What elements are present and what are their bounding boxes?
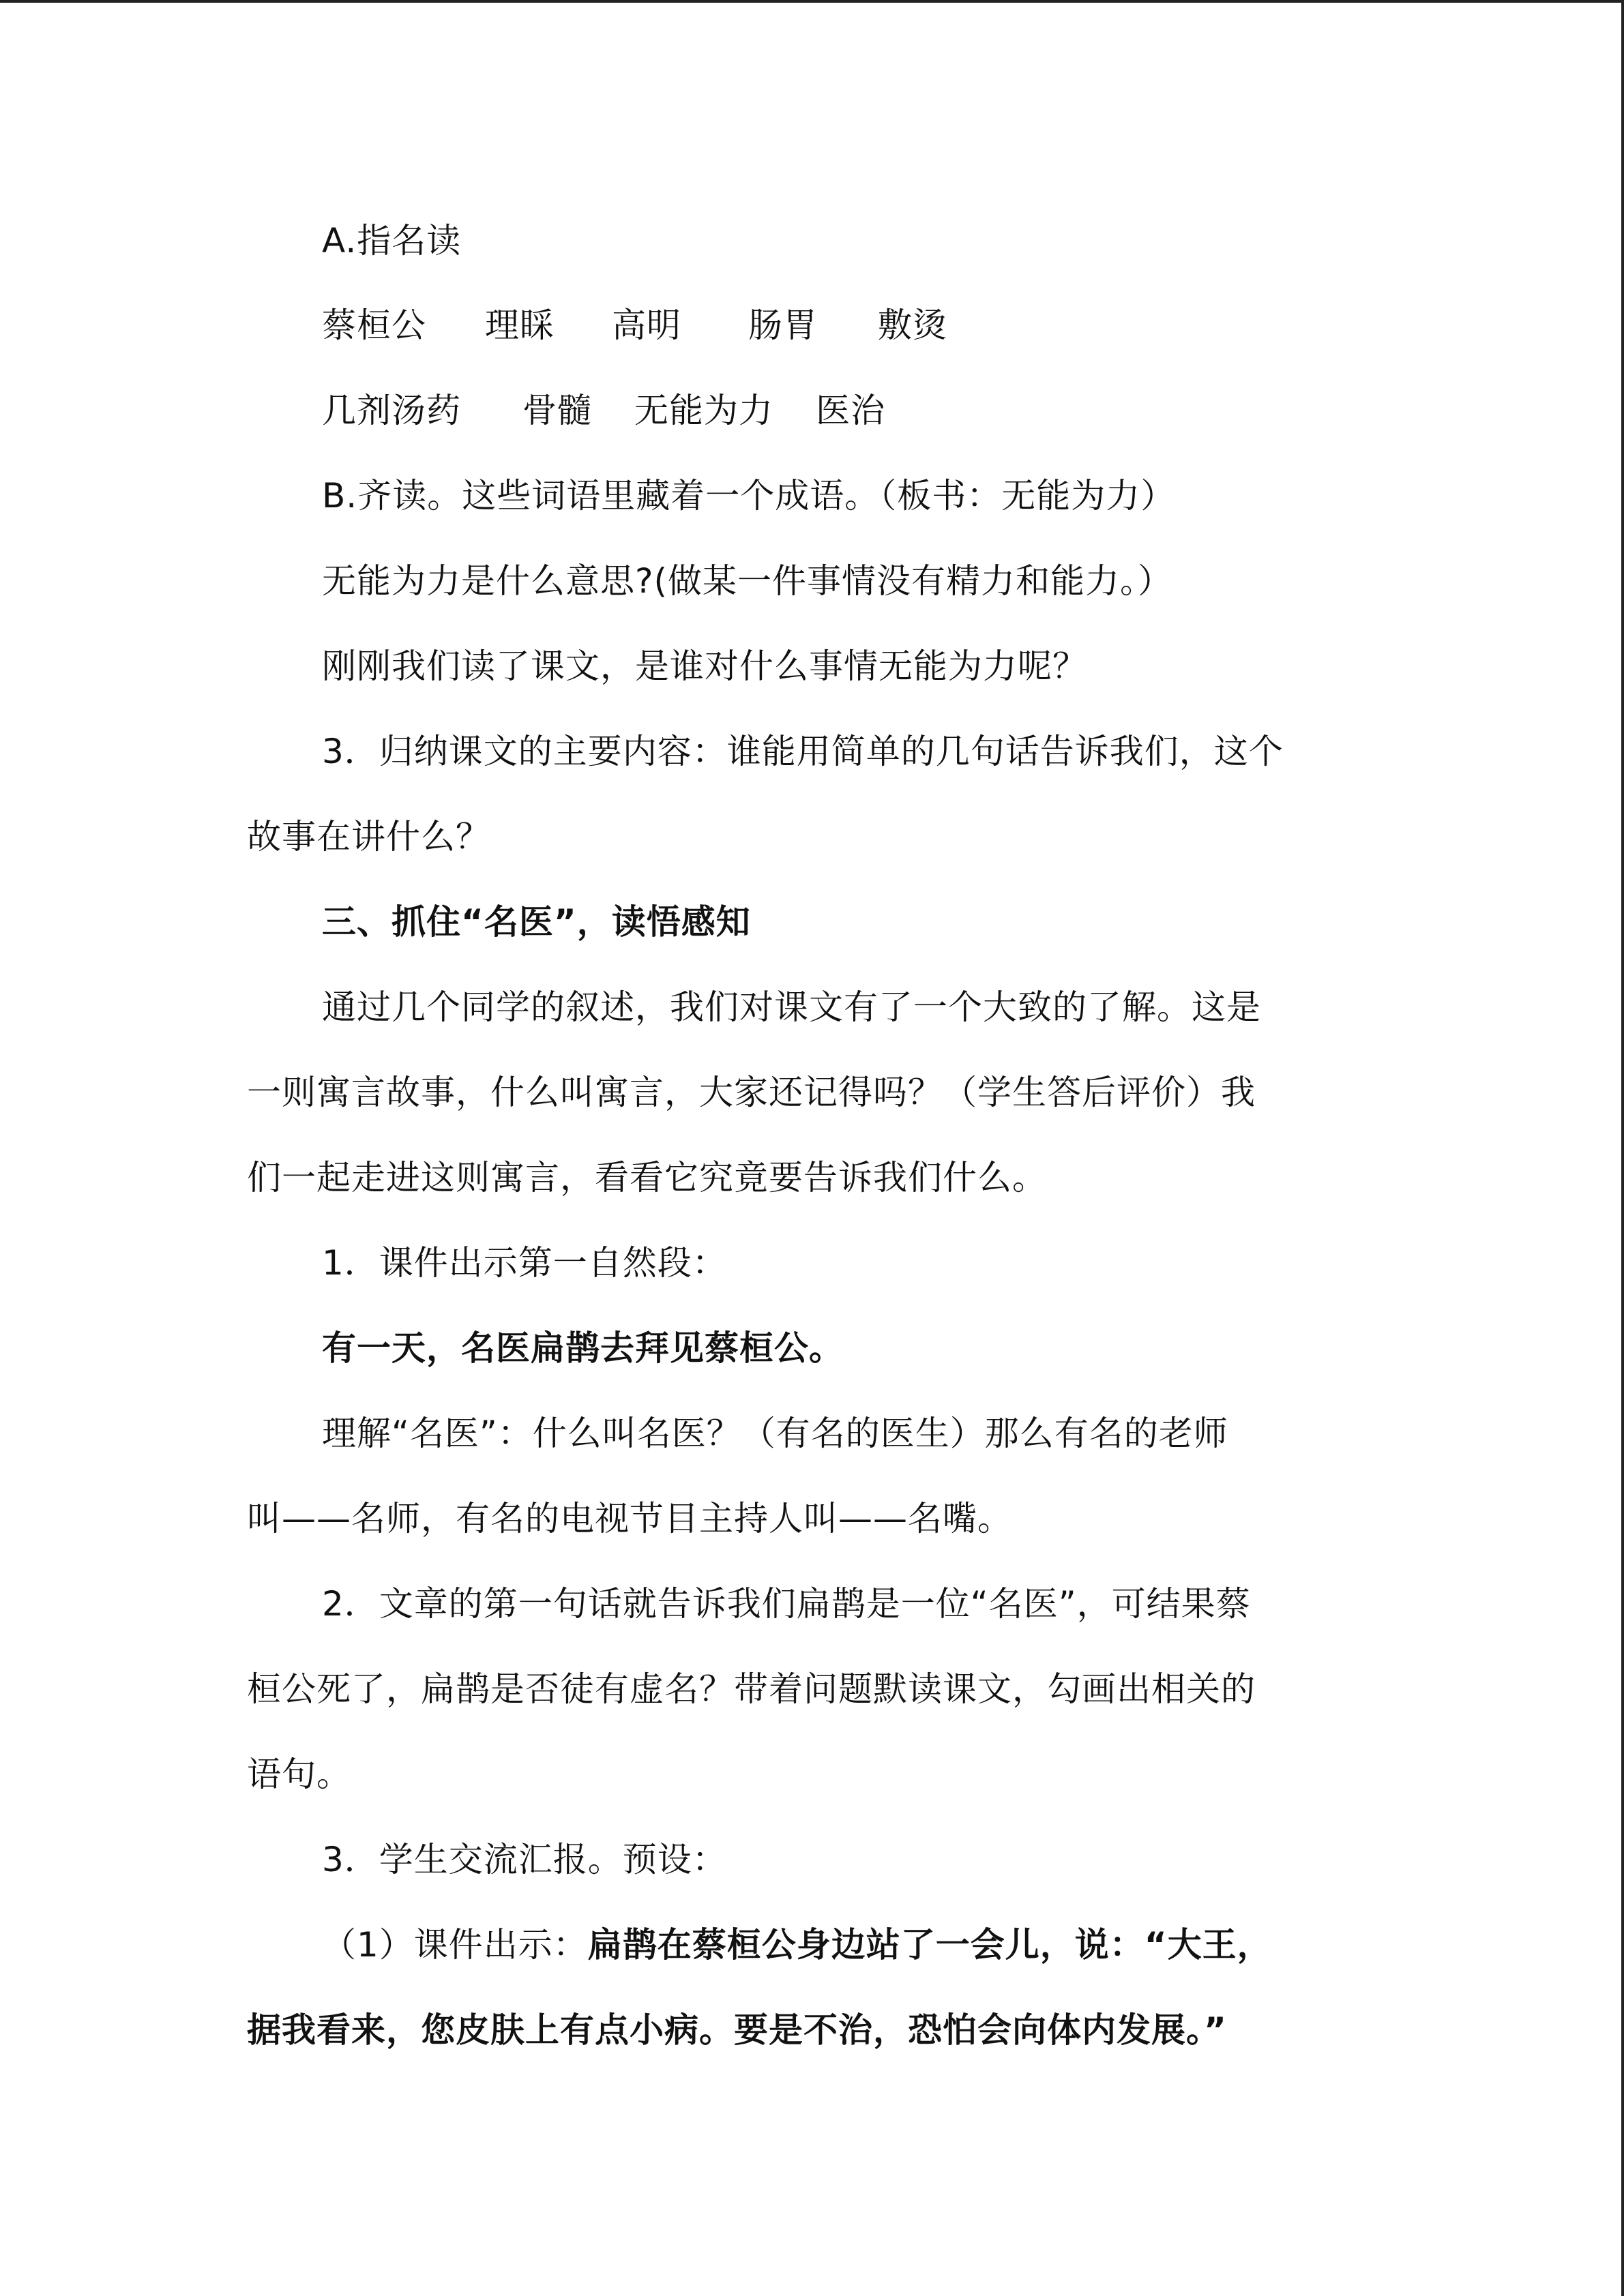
vocab-word: 医治 [816,391,885,430]
text-line: B.齐读。这些词语里藏着一个成语。（板书：无能为力） [322,476,1176,516]
text-line: 理解“名医”：什么叫名医？（有名的医生）那么有名的老师 [322,1414,1228,1453]
text-line: A.指名读 [322,221,462,260]
text-line: 2．文章的第一句话就告诉我们扁鹊是一位“名医”，可结果蔡 [322,1584,1251,1624]
text-line: 叫——名师，有名的电视节目主持人叫——名嘴。 [247,1499,1012,1538]
text-line: 们一起走进这则寓言，看看它究竟要告诉我们什么。 [247,1158,1047,1197]
quoted-text: 扁鹊在蔡桓公身边站了一会儿，说：“大王， [587,1925,1272,1965]
vocabulary-line-1 [322,303,947,347]
vocab-word: 蔡桓公 [322,305,426,345]
quoted-text: 据我看来，您皮肤上有点小病。要是不治，恐怕会向体内发展。” [247,2010,1227,2050]
vocab-word: 几剂汤药 [322,391,461,430]
text-line: 3．归纳课文的主要内容：谁能用简单的几句话告诉我们，这个 [322,732,1284,771]
text-line: 1．课件出示第一自然段： [322,1243,727,1283]
text-line: 桓公死了，扁鹊是否徒有虚名？带着问题默读课文，勾画出相关的 [247,1669,1256,1709]
text-line: 3．学生交流汇报。预设： [322,1840,727,1879]
vocab-word: 理睬 [485,305,555,345]
vocab-word: 无能为力 [634,391,773,430]
text-line: 刚刚我们读了课文，是谁对什么事情无能为力呢？ [322,646,1087,686]
vocab-word: 高明 [612,305,681,345]
text-line: 无能为力是什么意思?(做某一件事情没有精力和能力。） [322,561,1173,601]
text-line: 一则寓言故事，什么叫寓言，大家还记得吗？（学生答后评价）我 [247,1073,1256,1112]
text-line: 语句。 [247,1755,351,1794]
text-line: 通过几个同学的叙述，我们对课文有了一个大致的了解。这是 [322,987,1261,1027]
vocabulary-line-2 [322,389,885,432]
text-line-mixed [322,1923,1272,1967]
text-prefix: （1）课件出示： [322,1925,588,1965]
vocab-word: 敷烫 [878,305,947,345]
section-heading: 三、抓住“名医”，读悟感知 [322,902,751,942]
vocab-word: 骨髓 [522,391,592,430]
text-line: 故事在讲什么？ [247,817,490,856]
vocab-word: 肠胃 [748,305,818,345]
quoted-text: 有一天，名医扁鹊去拜见蔡桓公。 [322,1328,844,1368]
